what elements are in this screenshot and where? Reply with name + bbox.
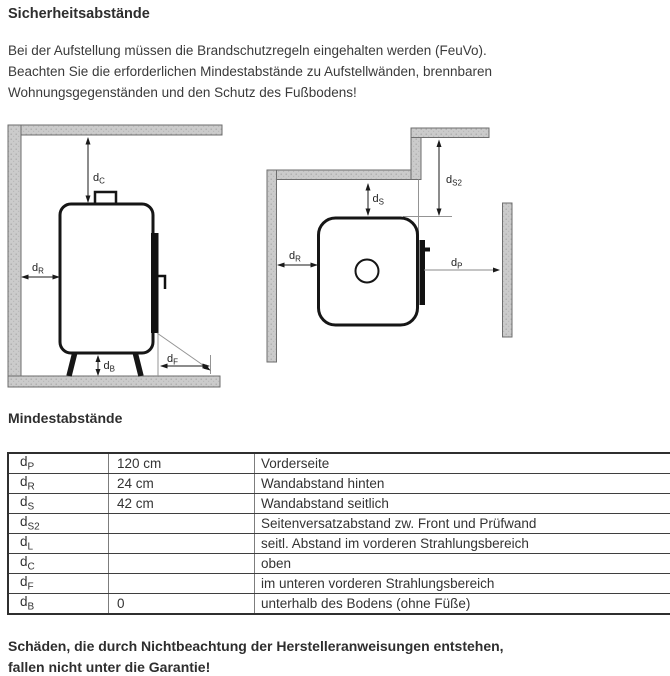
dp-label: $d_P$ <box>451 257 463 271</box>
value-cell: 24 cm <box>109 474 255 494</box>
door-handle-side <box>158 276 165 289</box>
description-cell: unterhalb des Bodens (ohne Füße) <box>255 594 670 615</box>
symbol-cell: $d_L$ <box>8 534 109 554</box>
symbol-cell: $d_{S2}$ <box>8 514 109 534</box>
description-cell: Wandabstand hinten <box>255 474 670 494</box>
symbol-cell: $d_R$ <box>8 474 109 494</box>
value-cell: 42 cm <box>109 494 255 514</box>
dc-label: $d_C$ <box>93 172 105 186</box>
rear-wall <box>8 125 21 376</box>
warning-line: Schäden, die durch Nichtbeachtung der Herstelleranweisungen entstehen, <box>8 638 504 654</box>
page-title: Sicherheitsabstände <box>8 6 150 22</box>
intro-line: Bei der Aufstellung müssen die Brandschutzregeln eingehalten werden (FeuVo). <box>8 43 487 58</box>
ds-label: $d_S$ <box>372 193 384 207</box>
description-cell: oben <box>255 554 670 574</box>
dimension-dr-side <box>21 262 60 280</box>
side-wall <box>267 170 277 362</box>
value-cell <box>109 514 255 534</box>
dr-side-label: $d_R$ <box>32 262 44 276</box>
table-row <box>8 594 670 615</box>
description-cell: Vorderseite <box>255 453 670 474</box>
minimum-distances-table <box>7 452 670 615</box>
intro-line: Beachten Sie die erforderlichen Mindestabstände zu Aufstellwänden, brennbaren <box>8 64 493 79</box>
description-cell: Wandabstand seitlich <box>255 494 670 514</box>
stove-body-side <box>60 204 153 353</box>
df-label: $d_F$ <box>167 353 179 367</box>
dimension-dp <box>424 257 500 273</box>
dimension-db <box>96 355 115 376</box>
dimension-df <box>160 353 210 369</box>
stove-top-view-diagram <box>267 128 512 362</box>
description-cell: Seitenversatzabstand zw. Front und Prüfwand <box>255 514 670 534</box>
description-cell: seitl. Abstand im vorderen Strahlungsbereich <box>255 534 670 554</box>
dimension-ds2 <box>437 140 463 217</box>
stove-leg-left <box>69 352 75 376</box>
section-heading-mindestabstaende: Mindestabstände <box>8 410 123 426</box>
dimension-dr-top <box>277 250 318 268</box>
value-cell <box>109 534 255 554</box>
table-row <box>8 574 670 594</box>
symbol-cell: $d_B$ <box>8 594 109 615</box>
intro-paragraph <box>8 40 492 103</box>
safety-distance-diagrams <box>0 118 670 398</box>
intro-line: Wohnungsgegenständen und den Schutz des Fußbodens! <box>8 85 357 100</box>
door-handle-top <box>425 248 430 252</box>
symbol-cell: $d_F$ <box>8 574 109 594</box>
flue-outlet-circle <box>356 260 379 283</box>
value-cell <box>109 574 255 594</box>
table-row <box>8 534 670 554</box>
stove-door-side <box>151 233 159 333</box>
stove-door-top <box>420 240 426 305</box>
test-wall-front <box>503 203 513 337</box>
symbol-cell: $d_S$ <box>8 494 109 514</box>
stove-leg-right <box>135 352 141 376</box>
offset-wall-return <box>411 138 421 180</box>
warranty-warning <box>8 636 504 676</box>
floor <box>8 376 220 387</box>
table-row <box>8 514 670 534</box>
value-cell: 120 cm <box>109 453 255 474</box>
ceiling-wall <box>8 125 222 135</box>
description-cell: im unteren vorderen Strahlungsbereich <box>255 574 670 594</box>
dr-top-label: $d_R$ <box>289 250 301 264</box>
top-wall <box>267 170 420 180</box>
dimension-ds <box>366 183 384 216</box>
stove-side-view-diagram <box>8 125 222 387</box>
ds2-label: $d_{S2}$ <box>446 174 462 188</box>
symbol-cell: $d_P$ <box>8 453 109 474</box>
table-row <box>8 474 670 494</box>
table-row <box>8 453 670 474</box>
table-row <box>8 554 670 574</box>
value-cell: 0 <box>109 594 255 615</box>
symbol-cell: $d_C$ <box>8 554 109 574</box>
db-label: $d_B$ <box>103 360 115 374</box>
value-cell <box>109 554 255 574</box>
warning-line: fallen nicht unter die Garantie! <box>8 659 211 675</box>
table-row <box>8 494 670 514</box>
offset-wall-top <box>411 128 489 138</box>
